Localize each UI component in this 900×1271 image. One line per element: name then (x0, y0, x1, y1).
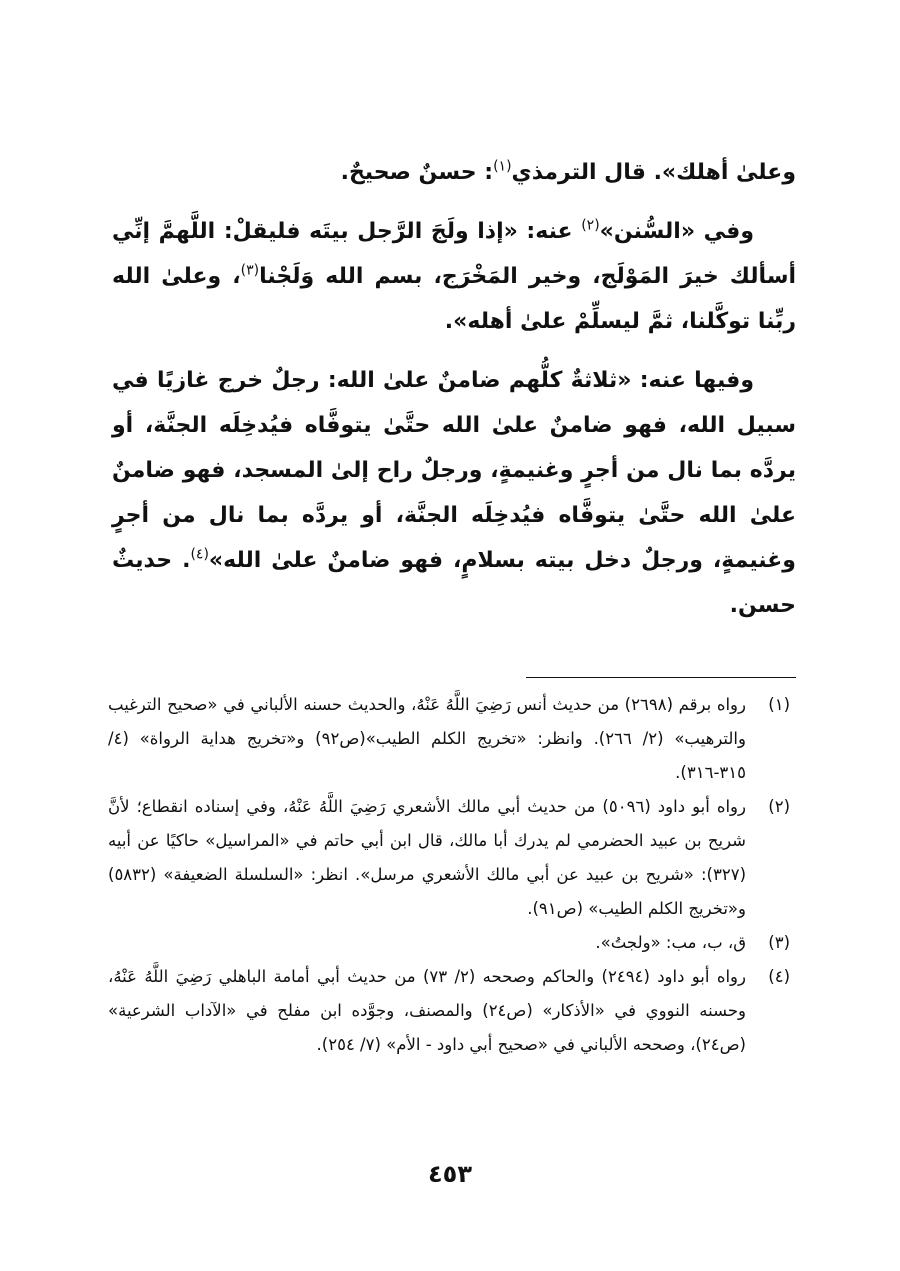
footnote-text: رواه أبو داود (٢٤٩٤) والحاكم وصححه (٢/ ٧٣) من حديث أبي أمامة الباهلي رَضِيَ اللَّهُ عَنْهُ، وحسنه النووي في «الأذكار» (ص٢٤) والمصنف، وجوَّده ابن مفلح في «الآداب الشرعية» (ص٢٤)، وصححه الألباني في «صحيح أبي داود - الأم» (٧/ ٢٥٤). (108, 967, 747, 1054)
paragraph-2-text-a: وفي «السُّنن» (599, 219, 755, 244)
paragraph-1-text-b: : حسنٌ صحيحٌ. (340, 160, 494, 185)
footnote-ref-4: (٤) (190, 546, 209, 563)
footnote-1 (108, 688, 790, 790)
footnote-number: (٣) (768, 933, 790, 952)
footnote-number: (٤) (768, 967, 790, 986)
footnote-text: رواه برقم (٢٦٩٨) من حديث أنس رَضِيَ اللَّهُ عَنْهُ، والحديث حسنه الألباني في «صحيح الترغيب والترهيب» (٢/ ٢٦٦). وانظر: «تخريج الكلم الطيب»(ص٩٢) و«تخريج هداية الرواة» (٤/ ٣١٥-٣١٦). (108, 695, 746, 782)
footnote-ref-3: (٣) (240, 262, 260, 279)
main-text (112, 150, 796, 642)
paragraph-1-text-a: وعلىٰ أهلك». قال الترمذي (511, 160, 796, 185)
paragraph-3 (112, 358, 796, 628)
footnote-ref-2: (٢) (581, 217, 600, 234)
paragraph-2-text-c: ، وعلىٰ الله ربِّنا توكَّلنا، ثمَّ ليسلِّمْ علىٰ أهله». (112, 264, 796, 334)
paragraph-1 (112, 150, 796, 195)
footnote-separator (526, 677, 796, 678)
footnote-text: رواه أبو داود (٥٠٩٦) من حديث أبي مالك الأشعري رَضِيَ اللَّهُ عَنْهُ، وفي إسناده انقطاع؛ لأنَّ شريح بن عبيد الحضرمي لم يدرك أبا مالك، قال ابن أبي حاتم في «المراسيل» حاكيًا عن أبيه (٣٢٧): «شريح بن عبيد عن أبي مالك الأشعري مرسل». انظر: «السلسلة الضعيفة» (٥٨٣٢) و«تخريج الكلم الطيب» (ص٩١). (108, 797, 746, 918)
paragraph-3-text-b: . حديثٌ حسن. (112, 548, 796, 618)
footnote-text: ق، ب، مب: «ولجتُ». (595, 933, 746, 952)
footnote-ref-1: (١) (493, 158, 512, 175)
footnote-number: (١) (768, 695, 790, 714)
footnotes (108, 688, 790, 1062)
footnote-4 (108, 960, 790, 1062)
paragraph-2 (112, 209, 796, 344)
footnote-2 (108, 790, 790, 926)
footnote-number: (٢) (768, 797, 790, 816)
footnote-3 (108, 926, 790, 960)
paragraph-2-text-b: عنه: «إذا ولَجَ الرَّجل بيتَه فليقلْ: اللَّهمَّ إنِّي أسألك خيرَ المَوْلَج، وخير المَخْرَج، بسم الله وَلَجْنا (112, 219, 796, 289)
page-number: ٤٥٣ (428, 1160, 472, 1188)
paragraph-3-text-a: وفيها عنه: «ثلاثةٌ كلُّهم ضامنٌ علىٰ الله: رجلٌ خرج غازيًا في سبيل الله، فهو ضامنٌ علىٰ الله حتَّىٰ يتوفَّاه فيُدخِلَه الجنَّة، أو يردَّه بما نال من أجرٍ وغنيمةٍ، ورجلٌ راح إلىٰ المسجد، فهو ضامنٌ علىٰ الله حتَّىٰ يتوفَّاه فيُدخِلَه الجنَّة، أو يردَّه بما نال من أجرٍ وغنيمةٍ، ورجلٌ دخل بيته بسلامٍ، فهو ضامنٌ علىٰ الله» (112, 368, 796, 573)
